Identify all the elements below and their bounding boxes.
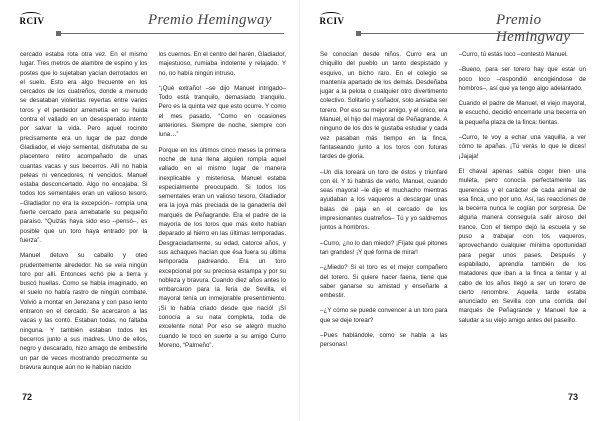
text-columns — [20, 50, 286, 390]
paragraph: –¿Miedo? Si el toro es el mejor compañero del torero. Si quiere hacer faena, tiene que saber ganarse su amistad y enseñarle a embestir. — [320, 264, 448, 300]
paragraph: “¡Qué extraño! –se dijo Manuel intrigado– Todo está tranquilo, demasiado tranquilo. Pero es la quinta vez que esto ocurre. Y como el mes pasado, “Como en ocasiones anteriores. Siempre de noche, siempre con luna…” — [158, 84, 286, 139]
page-header — [18, 6, 284, 42]
paragraph: los cuernos. En el centro del harén, Gladiador, majestuoso, rumiaba indolente y relajado. Y no, no había ningún intruso. — [158, 51, 286, 77]
header-rule — [56, 33, 284, 34]
logo-text: RCIV — [319, 16, 345, 26]
text-columns — [320, 50, 586, 390]
paragraph: Se conocían desde niños. Curro era un chiquillo del pueblo un tanto despistado y esquivo, un bicho raro. En el colegio se mantenía apartado de los demás. Desdeñaba jugar a la pelota o cualquier otro divertimento colectivo. Solitario y soñador, solo ansiaba ser torero. Por eso su mejor amigo, y el único, era Manuel, el hijo del mayoral de Peñagrande. A ninguno de los dos le gustaba estudiar y cada vez pasaban más tiempo en la finca, fantaseando junto a los toros con futuras tardes de gloria. — [320, 51, 448, 161]
page-header — [318, 6, 584, 45]
paragraph: –Curro, te voy a echar una vaquilla, a ver cómo te apañas. ¡Tú verás lo que le dices! ¡Jajaja! — [458, 134, 586, 160]
header-rule-dot — [356, 31, 361, 36]
logo-text: RCIV — [19, 16, 45, 26]
paragraph: cercado estaba rota otra vez. En el mismo lugar. Tres metros de alambre de espino y los postes que lo sujetaban yacían derrotados en el suelo. Esto era algo frecuente en los cercados de los cuatreños, donde a menudo se desataban violentas reyertas entre varios toros y el perdedor arremetía en su huida contra el vallado en un desesperado intento por salvar la vida. Pero aquel rocinito precisamente era un lugar de paz donde Gladiador, el viejo semental, disfrutaba de su placentero retiro acompañado de unas cuantas vacas y sus becerros. Allí no había peleas ni vencedores, ni vencidos. Manuel estaba desconcertado. Algo no encajaba. Si todos los sementales eran un valioso tesoro, –Gladiador no era la excepción– rompía una fuerte cercado para arrebatarle su pequeño paraíso. “Quizás haya sido eso –pensó–, es posible que un toro haya entrado por la fuerza”. — [20, 51, 148, 244]
paragraph: –¿Y cómo se puede convencer a un toro para que se deje torear? — [320, 307, 448, 324]
text-column-2 — [159, 50, 287, 390]
paragraph: –Curro, tú estás loco –contestó Manuel. — [458, 51, 568, 58]
rciv-logo-icon — [18, 10, 44, 32]
text-column-1 — [320, 50, 448, 390]
text-column-2 — [459, 50, 587, 390]
paragraph: El chaval apenas sabía coger bien una muleta, pero conocía perfectamente las querencias y el carácter de cada animal de esa finca, uno por uno. Así, las reacciones de la becerra nunca le cogían por sorpresa. De alguna manera conseguía salir airoso del trance. Con el tiempo dejó la escuela y se puso a trabajar con los vaqueros, aprovechando cualquier mínima oportunidad para pegar unos pases. Después y espabilado, aprendía también de los matadores que iban a la finca a tentar y al cabo de los años llegó a ser un torero de cierto renombre. Aquella tarde estaba anunciado en Sevilla con una corrida del marqués de Peñagrande y Manuel fue a saludar a su viejo amigo antes del paseíllo. — [458, 167, 586, 324]
paragraph: Cuando el padre de Manuel, el viejo mayoral, le escuchó, decidió encerrarle una becerra en la pequeña plaza de la finca: tientas. — [458, 100, 586, 126]
paragraph: –Bueno, para ser torero hay que estar un poco loco –respondió encogiéndose de hombros–, así que ya tengo algo adelantado. — [458, 66, 586, 92]
header-title: Premio Hemingway — [148, 12, 272, 28]
paragraph: Manuel detuvo su caballo y oteó prudentemente alrededor. No se veía ningún toro por allí. Entonces echó pie a tierra y buscó huellas. Como se había imaginado, en el suelo no había rastro de ningún combate. Volvió a montar en Jerezana y con paso lento entraron en el cercado. Se acercaron a las vacas y las contó. Estaban todas, no faltaba ninguna. Y también estaban todos los becerros junto a sus madres. Uno de ellos, negro y descarado, hizo amago de embestirle un par de veces mostrando precozmente su bravura aunque aún no le habían nacido — [20, 252, 148, 371]
paragraph: –Pues hablándole, como se habla a las personas! — [320, 332, 448, 349]
paragraph: –Un día toreará un toro de éstos y triunfaré con él. Y tú habrás de verlo, Manuel, cuando seas mayoral –le dijo el muchacho mientras ayudaban a los vaqueros a descargar unas balas de paja en el cercado de los impresionantes cuatreños– Tú y yo saldremos juntos a hombros. — [320, 168, 448, 232]
text-column-1 — [20, 50, 148, 390]
header-rule-dot — [56, 31, 61, 36]
rciv-logo-icon — [318, 10, 344, 32]
paragraph: Porque en los últimos cinco meses la primera noche de luna llena alguien rompía aquel vallado en el mismo lugar de manera inexplicable y misteriosa. Manuel estaba especialmente preocupado. Si todos los sementales eran un valioso tesoro, Gladiador era la joya más preciada de la ganadería del marqués de Peñagrande. Era el padre de la mayoría de los toros que más éxito habían deparado al hierro en las últimas temporadas. Desgraciadamente, su edad, catorce años, y sus achaques hacían que ésa fuera su última temporada padreando. Era un toro excepcional por su preciosa estampa y por su nobleza y bravura. Cuando diez años antes lo embarcaron para la feria de Sevilla, el mayoral tenía un inmejorable presentimiento. ¡Si lo había criado desde que nació! ¡Sí conocía a su nata completa, toda de excelente nota! Por eso se alegró mucho cuando le tocó en suerte a su amigo Curro Moreno, “Palmeño”. — [158, 146, 286, 349]
page-number: 73 — [567, 392, 578, 402]
header-title: Premio Hemingway — [496, 12, 571, 45]
paragraph: –Curro, ¿no lo dan miedo? ¡Fíjate qué pitones tan grandes! ¡Y qué forma de mirar! — [320, 239, 448, 256]
right-page — [300, 0, 600, 421]
header-rule — [356, 33, 584, 34]
page-number: 72 — [22, 392, 33, 402]
